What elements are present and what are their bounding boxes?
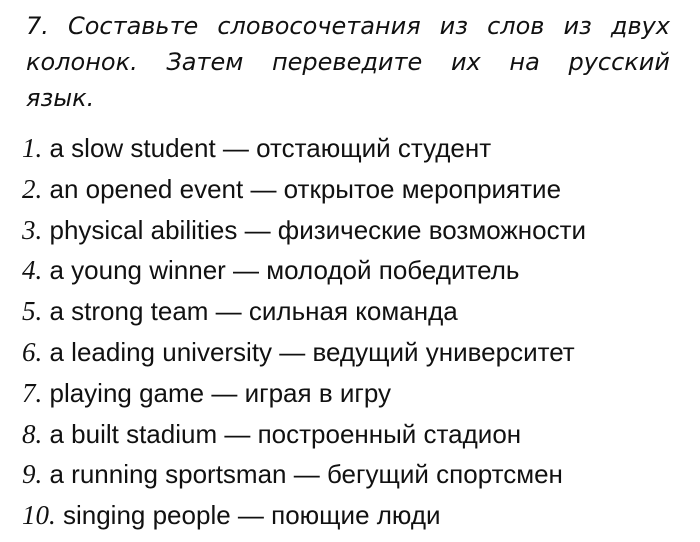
answer-text: physical abilities — физические возможности — [49, 214, 587, 245]
answer-number: 9. — [22, 459, 43, 490]
answer-number: 2. — [22, 173, 43, 204]
answer-item — [22, 291, 586, 332]
answer-number: 4. — [22, 255, 43, 286]
answer-number: 5. — [22, 296, 43, 327]
answer-item — [22, 128, 586, 169]
answer-number: 8. — [22, 418, 43, 449]
answer-text: playing game — играя в игру — [49, 377, 392, 408]
answer-item — [22, 210, 586, 251]
answer-item — [22, 495, 586, 536]
answer-text: an opened event — открытое мероприятие — [49, 173, 562, 204]
answer-number: 6. — [22, 336, 43, 367]
answer-text: a built stadium — построенный стадион — [49, 418, 522, 449]
answer-number: 3. — [22, 214, 43, 245]
answer-text: a slow student — отстающий студент — [49, 133, 492, 163]
answer-number: 10. — [22, 500, 56, 531]
answer-text: a strong team — сильная команда — [49, 296, 458, 327]
answer-text: a young winner — молодой победитель — [49, 255, 520, 286]
task-text-last-line: язык. — [26, 84, 95, 112]
answer-item — [22, 332, 586, 373]
answer-item — [22, 169, 586, 210]
answer-item — [22, 373, 586, 414]
task-number: 7. — [26, 12, 49, 40]
answer-list — [22, 128, 586, 536]
answer-text: a leading university — ведущий университет — [49, 336, 575, 367]
answer-item — [22, 250, 586, 291]
task-instruction — [26, 8, 670, 116]
answer-text: singing people — поющие люди — [62, 500, 441, 531]
answer-text: a running sportsman — бегущий спортсмен — [49, 459, 563, 490]
task-text: Составьте словосочетания из слов из двух колонок. Затем переведите их на русский — [26, 12, 670, 76]
answer-item — [22, 414, 586, 455]
answer-number: 1. — [22, 133, 43, 163]
answer-number: 7. — [22, 377, 43, 408]
answer-item — [22, 454, 586, 495]
